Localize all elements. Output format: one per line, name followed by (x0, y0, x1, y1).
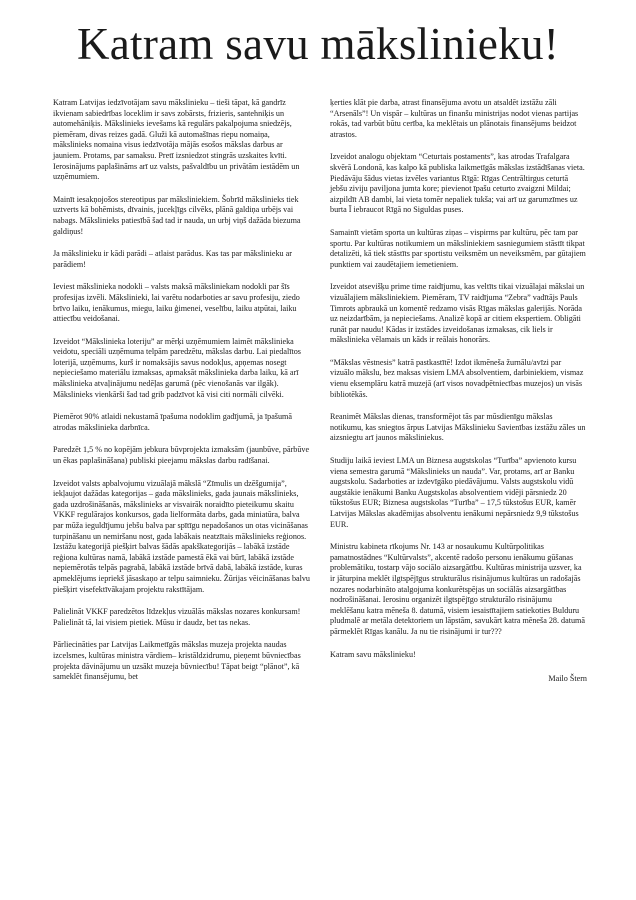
paragraph: ķerties klāt pie darba, atrast finansējuma avotu un atsaldēt izstāžu zāli “Arsenāls”! Un vispār – kultūras un finanšu ministrijas nodot vienas partijas rokās, tad varbūt būtu cerība, ka meklētais un plānotais finansējums beidzot atrastos. (330, 98, 579, 139)
paragraph: Reanimēt Mākslas dienas, transformējot tās par mūsdienīgu mākslas notikumu, kas sniegtos ārpus Latvijas Mākslinieku Savienības izstāžu zāles un aizsniegtu arī jaunos māksliniekus. (330, 412, 586, 443)
article-body (53, 98, 587, 697)
paragraph: Ieviest mākslinieka nodokli – valsts maksā māksliniekam nodokli par šīs profesijas izvēli. Mākslinieki, lai varētu nodarboties ar savu profesiju, ziedo brīvo laiku, ienākumus, miegu, laiku ģimenei, veselību, laiku atpūtai, laiku attiecību veidošanai. (53, 282, 300, 324)
paragraph: Izveidot atsevišķu prime time raidījumu, kas veltīts tikai vizuālajai mākslai un vizuālajiem māksliniekiem. Piemēram, TV raidījuma “Zebra” vadītājs Pauls Timrots apbraukā un komentē redzamo visās Rīgas mākslas galerijās. Norāda uz neizdarībām, ja nepieciešams. Analizē kopā ar citiem ekspertiem. Obligāti runāt par naudu! Kādas ir izstādes izveidošanas izmaksas, cik liels ir mākslinieka vēlamais un kāds ir reālais honorārs. (330, 282, 585, 345)
paragraph: Izveidot analogu objektam “Ceturtais postaments”, kas atrodas Trafalgara skvērā Londonā, kas kalpo kā publiska laikmetīgās mākslas izstādīšanas vieta. Piedāvāju šādus vietas izvēles variantus Rīgā: Rīgas Centrāltirgus ceturtā jebšu ziviju paviljona jumta kore; pievienot īpašu ceturto zvaigzni Mildai; aizpildīt AB dambi, lai vieta tomēr nepaliek tukša; vai arī uz garumzīmes uz burta Ī iebraucot Rīgā no Siguldas puses. (330, 152, 585, 215)
paragraph: “Mākslas vēstnesis” katrā pastkastītē! Izdot ikmēneša žurnālu/avīzi par vizuālo mākslu, bez maksas visiem LMA absolventiem, darbiniekiem, vismaz vienu eksemplāru katrā muzejā (arī visos novadpētniecības muzejos) un visās bibliotēkās. (330, 357, 584, 399)
paragraph: Mainīt iesakņojošos stereotipus par māksliniekiem. Šobrīd mākslinieks tiek uztverts kā bohēmists, dīvainis, jucekļīgs cilvēks, plānā galdiņa urbējs vai nabags. Mākslinieks patiesībā šad tad ir nauda, un urbj viņš dažāda biezuma galdiņus! (53, 194, 301, 236)
paragraph: Izveidot valsts apbalvojumu vizuālajā mākslā “Zīmulis un dzēšgumija”, iekļaujot dažādas kategorijas – gada mākslinieks, gada jaunais mākslinieks, gada uzdrošināšanās, mākslinieks ar visvairāk noraidīto pieteikumu skaitu VKKF regulārajos konkursos, gada lielformāta darbs, gada miniatūra, balva par mūža ieguldījumu jebšu balva par spītīgu nepadošanos un otas vicināšanas turpināšanu un nemiršanu nost, gada labākais neatzītais mākslinieks reģionos. Izstāžu kategorijā piešķirt balvas šādās apakškategorijās – labākā izstāde reģiona kultūras namā, labākā izstāde pamestā ēkā vai būrī, labākā izstāde nepiemērotās telpās pagrabā, labākā izstāde brīvā dabā, labākā izstāde, kuras apmeklējums iepriekš jāsaskaņo ar telpu saimnieku. Žūrijas vēicināšanas balvu piešķirt visefektīvākajam projektu rakstītājam. (53, 478, 310, 594)
page-title: Katram savu mākslinieku! (76, 19, 560, 69)
author-signature: Mailo Štern (548, 674, 587, 684)
paragraph: Piemērot 90% atlaidi nekustamā īpašuma nodoklim gadījumā, ja īpašumā atrodas mākslinieka darbnīca. (53, 412, 292, 432)
paragraph: Samainīt vietām sporta un kultūras ziņas – vispirms par kultūru, pēc tam par sportu. Par kultūras notikumiem un māksliniekiem sasniegumiem stāstīt tikpat detalizēti, kā tiek stāstīts par sportistu veiksmēm un neveiksmēm, par gūtajiem punktiem vai zaudētajiem iemetieniem. (330, 227, 586, 269)
left-column (53, 98, 310, 697)
paragraph: Palielināt VKKF paredzētos līdzekļus vizuālās mākslas nozares konkursam! Palielināt tā, lai visiem pietiek. Mūsu ir daudz, bet tas nekas. (53, 607, 301, 627)
paragraph: Ja mākslinieku ir kādi parādi – atlaist parādus. Kas tas par mākslinieku ar parādiem! (53, 249, 292, 269)
paragraph: Paredzēt 1,5 % no kopējām jebkura būvprojekta izmaksām (jaunbūve, pārbūve un ēkas paplašināšana) publiski pieejamu mākslas darbu radīšanai. (53, 445, 310, 466)
right-column (330, 98, 587, 697)
paragraph: Katram Latvijas iedzīvotājam savu mākslinieku – tieši tāpat, kā gandrīz ikvienam sabiedrības loceklim ir savs zobārsts, frizieris, santehniķis un automehāniķis. Mākslinieks ievešams kā regulārs pakalpojuma sniedzējs, piemēram, divas reizes gadā. Gluži kā automašīnas riepu nomaiņa, mākslinieks nomaina visus iedzīvotāja mājās esošos mākslas darbus ar jauniem. Protams, par samaksu. Pretī izsniedzot stingrās uzskaites kvīti. Ierosinājums paplašināms arī uz valsts, pašvaldību un privātām iestādēm un uzņēmumiem. (53, 98, 300, 182)
closing-line: Katram savu mākslinieku! (330, 649, 416, 659)
paragraph: Izveidot “Mākslinieka loteriju” ar mērķi uzņēmumiem laimēt mākslinieka veidotu, speciāli uzņēmuma telpām paredzētu, mākslas darbu. Lai piedalītos loterijā, uzņēmums, kurš ir nomaksājis savus nodokļus, apņemas nosegt nepieciešamo materiālu izmaksas, apmaksāt mākslinieka darba laiku, kā arī mākslinieka atvaļinājumu nedēļas garumā (pēc vienošanās var ilgāk). Mākslinieks vienkārši šad tad grib padzīvot kā visi citi normāli cilvēki. (53, 336, 301, 399)
paragraph: Pārliecināties par Latvijas Laikmetīgās mākslas muzeja projekta naudas izcelsmes, kultūras ministra vārdiem– kristāldzidrumu, pieņemt būvniecības projekta dāvinājumu un uzsākt muzeja būvniecību! Tāpat beigt “plānot”, kā sameklēt finansējumu, bet (53, 640, 301, 682)
paragraph: Studiju laikā ieviest LMA un Biznesa augstskolas “Turība” apvienoto kursu viena semestra garumā “Mākslinieks un nauda”. Var, protams, arī ar Banku augstskolu. Sadarboties ar izdevīgāko piedāvājumu. Valsts augstskolu vidū augstākie ienākumi Banku Augstskolas absolventiem vidēji pārsniedz 20 tūkstošus EUR; Biznesa augstskolas “Turība” – 17,5 tūkstošus EUR, kamēr Latvijas Mākslas akadēmijas absolventu ienākumi nepārsniedz 9,9 tūkstošus EUR. (330, 456, 579, 529)
paragraph: Ministru kabineta rīkojums Nr. 143 ar nosaukumu Kultūrpolitikas pamatnostādnes “Kultūrvalsts”, akcentē radošo personu ienākumu gūšanas problemātiku, tostarp vājo sociālo aizsargātību. Kultūras ministrija uzsver, ka ir jāturpina meklēt ilgtspējīgus strukturālus risinājumus kultūras un radošajās nozares nodarbināto atalgojuma konkurētspējas un sociālās aizsargātības nodrošināšanai. Ierosinu organizēt ilgtspējīgo strukturālo risinājumu meklēšanu katra mēneša 8. datumā, visiem iesaistītajiem satiekoties Bulduru pludmalē ar metāla detektoriem un lāpstām, savukārt katra mēneša 28. datumā pārmeklēt Rīgas kanālu. Ja nu tie risinājumi ir tur??? (330, 542, 585, 636)
